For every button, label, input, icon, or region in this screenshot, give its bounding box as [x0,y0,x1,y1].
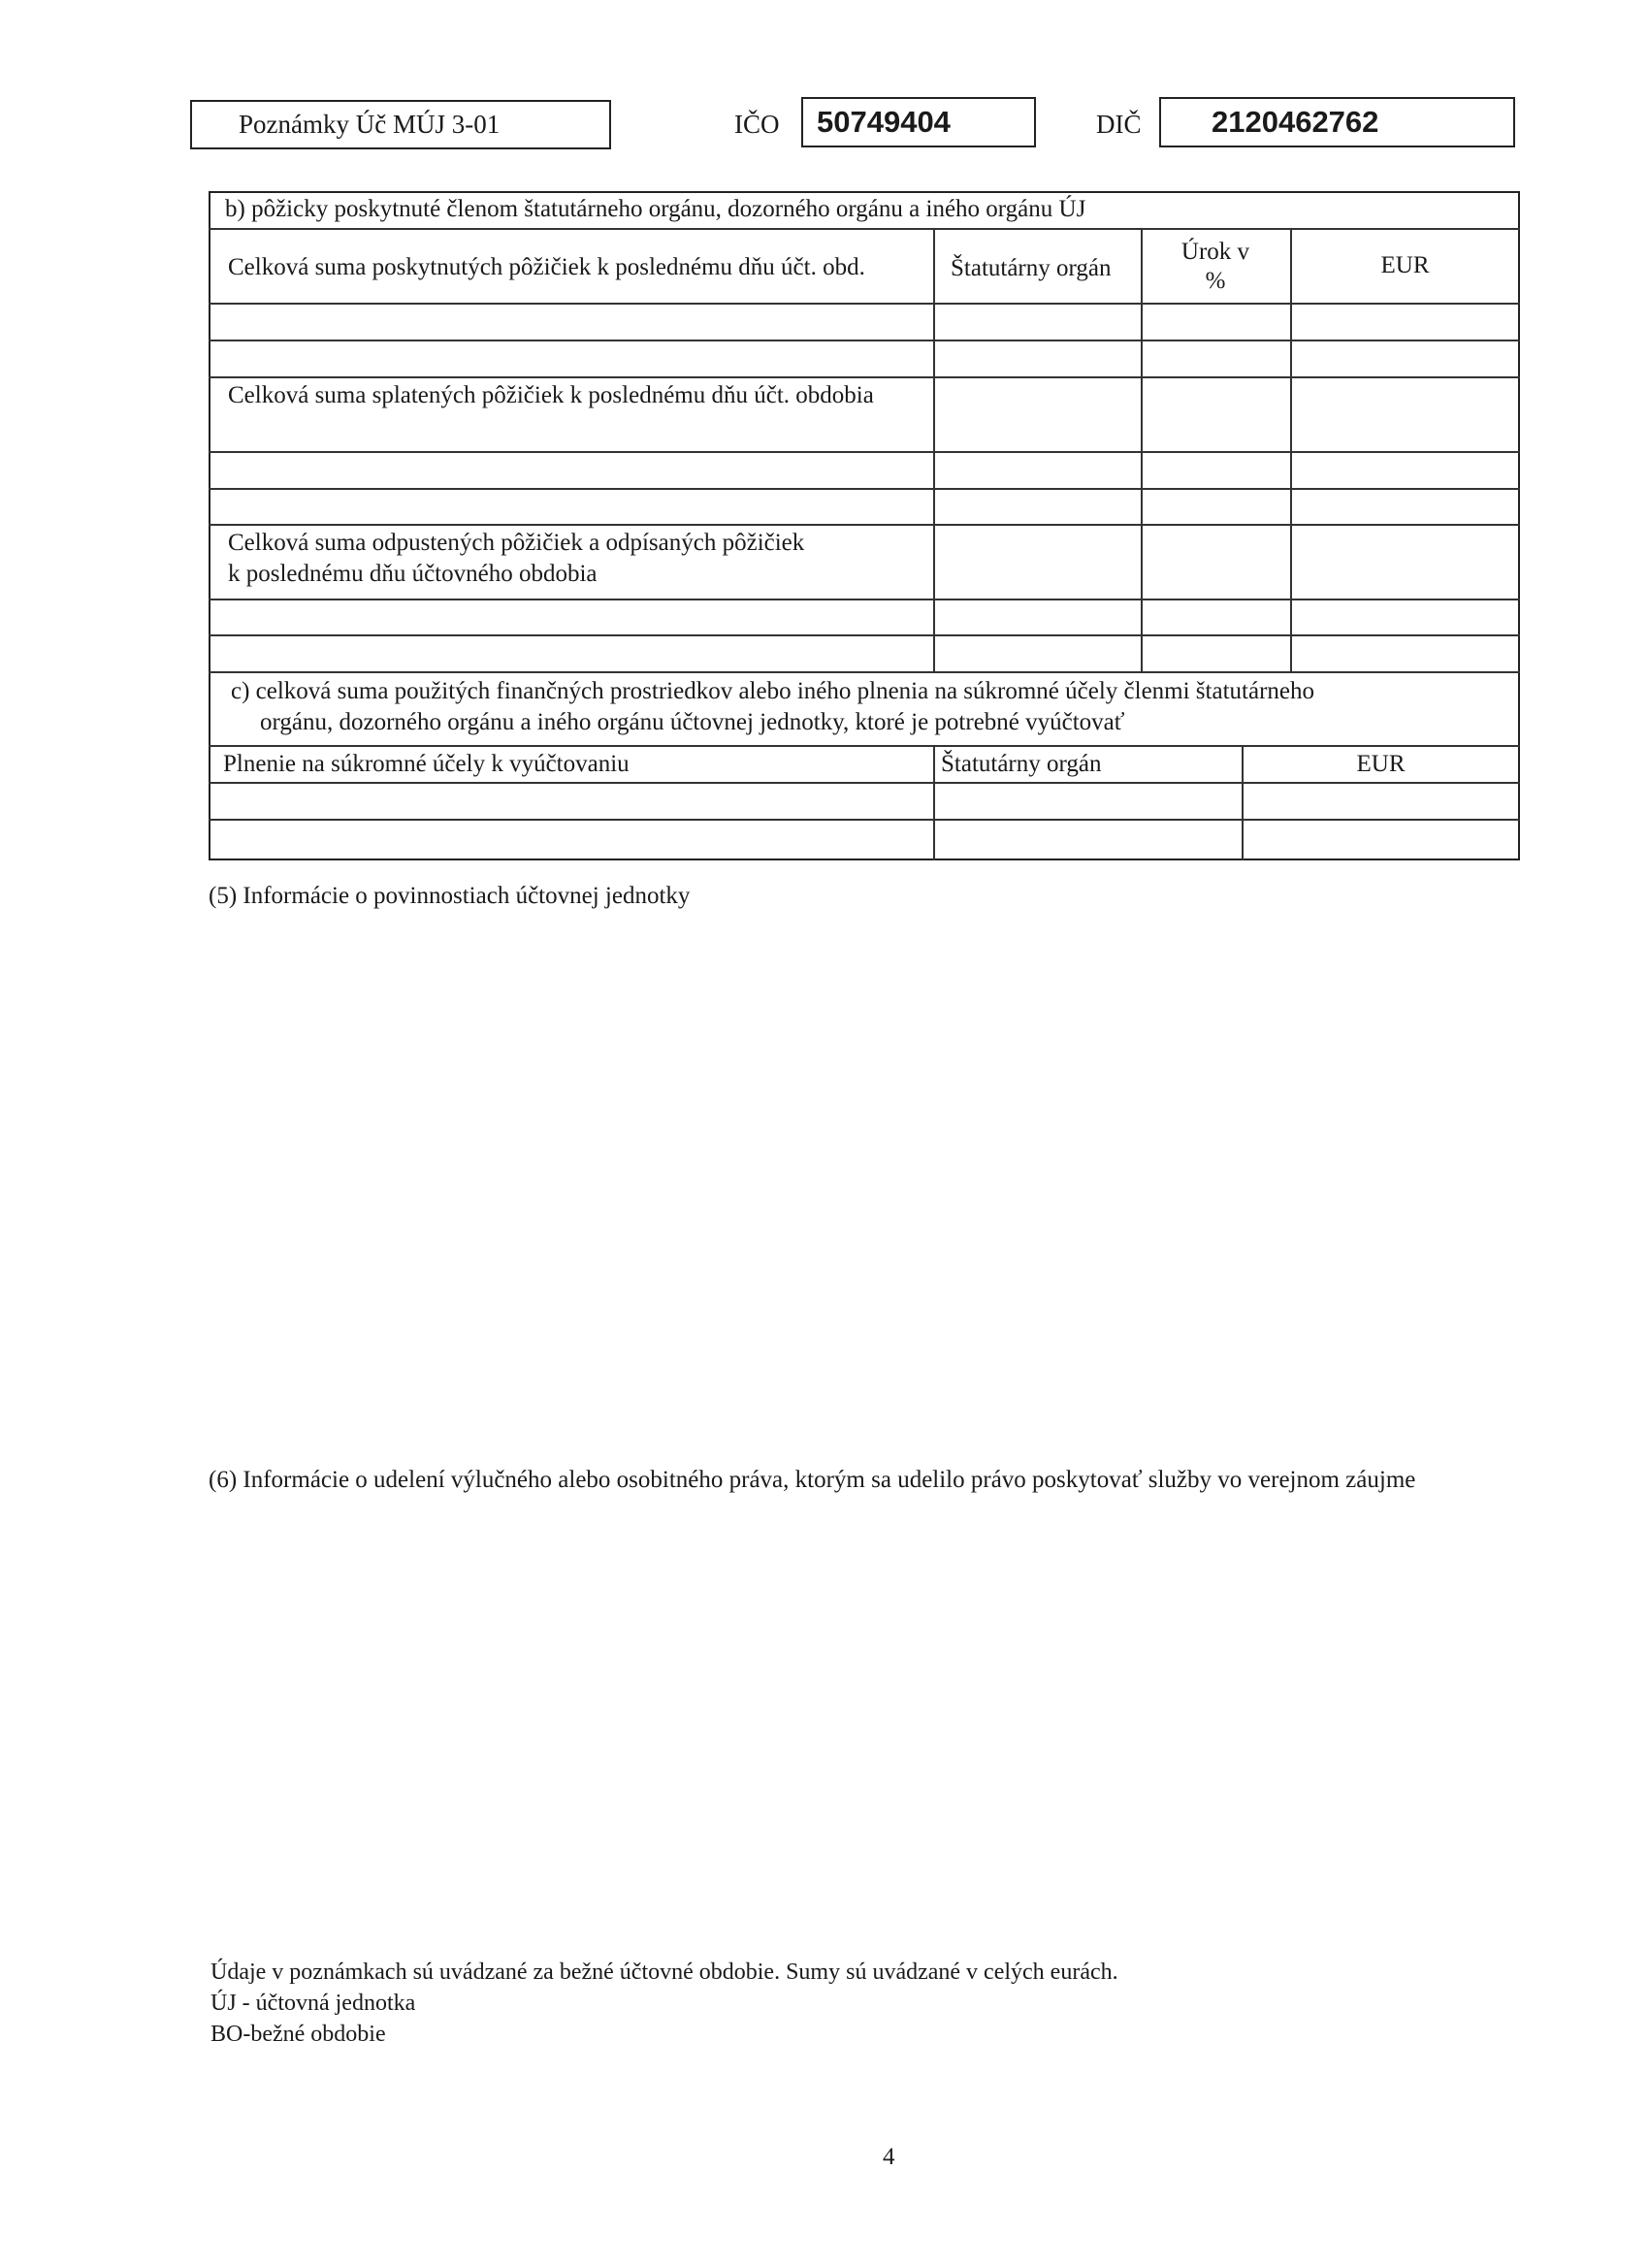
eur-header-c: EUR [1356,751,1406,777]
footer-line2: ÚJ - účtovná jednotka [210,1991,416,2016]
private-use-header: Plnenie na súkromné účely k vyúčtovaniu [223,751,630,777]
table-c-title-line1: c) celková suma použitých finančných prostriedkov alebo iného plnenia na súkromné účely členmi štatutárneho [231,678,1314,704]
row-divider [209,745,1520,747]
col-divider [1290,228,1292,671]
ico-value: 50749404 [817,105,951,139]
table-b-title: b) pôžicky poskytnuté členom štatutárneho orgánu, dozorného orgánu a iného orgánu ÚJ [225,196,1086,222]
row-divider [209,819,1520,821]
row-divider [209,340,1520,341]
dic-value-box [1159,97,1515,147]
dic-label: DIČ [1096,110,1142,139]
table-c-title-line2: orgánu, dozorného orgánu a iného orgánu účtovnej jednotky, ktoré je potrebné vyúčtovať [260,709,1125,735]
provided-loans-header: Celková suma poskytnutých pôžičiek k poslednému dňu účt. obd. [228,254,865,280]
row-divider [209,488,1520,490]
row-divider [209,671,1520,673]
form-label: Poznámky Úč MÚJ 3-01 [239,110,501,139]
section-6-heading: (6) Informácie o udelení výlučného alebo osobitného práva, ktorým sa udelilo právo poskytovať služby vo verejnom záujme [209,1467,1416,1493]
interest-header-line2: % [1205,268,1226,294]
statutory-organ-header: Štatutárny orgán [951,255,1112,281]
footer-line3: BO-bežné obdobie [210,2022,386,2047]
forgiven-loans-label-line2: k poslednému dňu účtovného obdobia [228,561,598,587]
col-divider [933,228,935,671]
ico-label: IČO [734,110,780,139]
row-divider [209,376,1520,378]
row-divider [209,782,1520,784]
interest-header-line1: Úrok v [1180,239,1250,265]
row-divider [209,228,1520,230]
row-divider [209,303,1520,305]
page-number: 4 [883,2144,895,2170]
eur-header: EUR [1380,252,1430,278]
row-divider [209,599,1520,600]
dic-value: 2120462762 [1212,105,1379,139]
row-divider [209,524,1520,526]
form-label-box [190,100,611,149]
row-divider [209,451,1520,453]
section-5-heading: (5) Informácie o povinnostiach účtovnej jednotky [209,883,691,909]
row-divider [209,634,1520,636]
ico-value-box [801,97,1036,147]
footer-line1: Údaje v poznámkach sú uvádzané za bežné účtovné obdobie. Sumy sú uvádzané v celých eurách. [210,1960,1118,1985]
forgiven-loans-label-line1: Celková suma odpustených pôžičiek a odpísaných pôžičiek [228,530,805,556]
statutory-organ-header-c: Štatutárny orgán [941,751,1102,777]
col-divider [933,745,935,860]
repaid-loans-label: Celková suma splatených pôžičiek k poslednému dňu účt. obdobia [228,382,874,408]
